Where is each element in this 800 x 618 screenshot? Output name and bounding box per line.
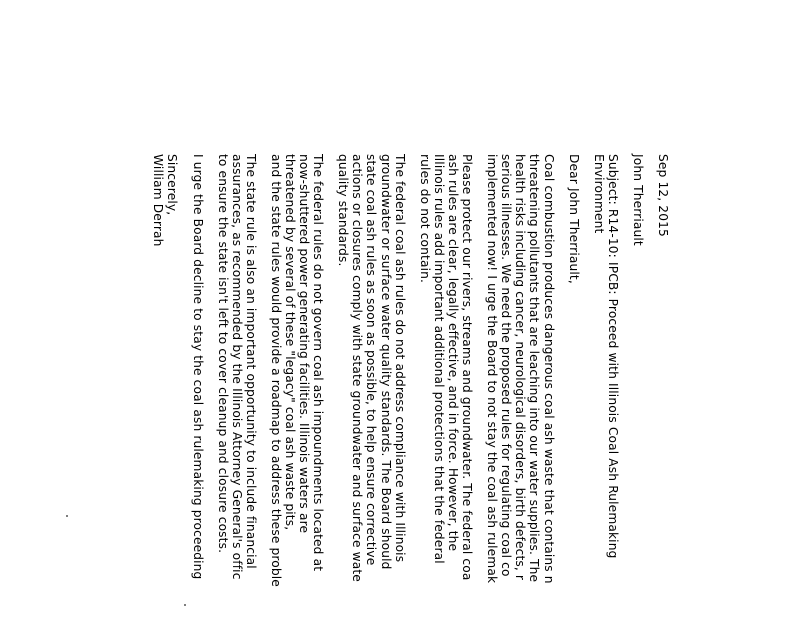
- paragraph-line: actions or closures comply with state groundwater and surface wate: [350, 154, 365, 582]
- paragraph-line: now-shuttered power generating facilities. Illinois waters are: [297, 154, 312, 534]
- letter-paragraph: [190, 154, 204, 618]
- letter-paragraph: [336, 154, 406, 618]
- paragraph-line: state coal ash rules as soon as possible, to help ensure corrective: [364, 154, 379, 566]
- subject-line: Environment: [591, 154, 606, 234]
- scan-speck: [66, 515, 68, 517]
- letter-salutation: Dear John Therriault,: [566, 154, 581, 284]
- paragraph-line: and the state rules would provide a roadmap to address these proble: [268, 154, 283, 587]
- paragraph-line: ash rules are clear, legally effective, and in force. However, the: [445, 154, 460, 552]
- signature-name: William Derrah: [151, 154, 166, 247]
- closing-text: Sincerely,: [165, 154, 180, 216]
- letter-paragraph: [418, 154, 474, 618]
- paragraph-line: rules do not contain.: [417, 154, 432, 284]
- paragraph-line: implemented now! I urge the Board to not stay the coal ash rulemak: [485, 154, 500, 584]
- paragraph-line: quality standards.: [336, 154, 351, 267]
- scan-speck: [184, 604, 186, 606]
- paragraph-line: to ensure the state isn't left to cover cleanup and closure costs.: [215, 154, 230, 554]
- letter-paragraph: [269, 154, 325, 618]
- subject-line: Subject: R14-10: IPCB: Proceed with Illinois Coal Ash Rulemaking: [605, 154, 620, 559]
- paragraph-line: I urge the Board decline to stay the coal ash rulemaking proceeding: [190, 154, 205, 580]
- letter-closing: [151, 154, 179, 618]
- letter-subject: [592, 154, 620, 618]
- paragraph-line: assurances, as recommended by the Illinois Attorney General's offic: [229, 154, 244, 580]
- paragraph-line: Coal combustion produces dangerous coal ash waste that contains n: [541, 154, 556, 584]
- letter-paragraph: [485, 154, 555, 618]
- paragraph-line: Please protect our rivers, streams and groundwater. The federal coa: [460, 154, 475, 581]
- paragraph-line: The federal coal ash rules do not address compliance with Illinois: [392, 154, 407, 563]
- paragraph-line: threatening pollutants that are leaching into our water supplies. The: [527, 154, 542, 583]
- paragraph-line: health risks including cancer, neurological disorders, birth defects, r: [513, 154, 528, 581]
- paragraph-line: threatened by several of these "legacy" coal ash waste pits,: [283, 154, 298, 531]
- letter-paragraph: [216, 154, 258, 618]
- paragraph-line: The federal rules do not govern coal ash impoundments located at: [311, 154, 326, 572]
- paragraph-line: Illinois rules add important additional protections that the federal: [431, 154, 446, 564]
- letter-date: Sep 12, 2015: [656, 154, 670, 237]
- paragraph-line: The state rule is also an important opportunity to include financial: [243, 154, 258, 569]
- paragraph-line: serious illnesses. We need the proposed rules for regulating coal co: [499, 154, 514, 577]
- letter-recipient: John Therriault: [630, 154, 645, 246]
- paragraph-line: groundwater or surface water quality standards. The Board should: [378, 154, 393, 570]
- letter-body: [151, 154, 670, 618]
